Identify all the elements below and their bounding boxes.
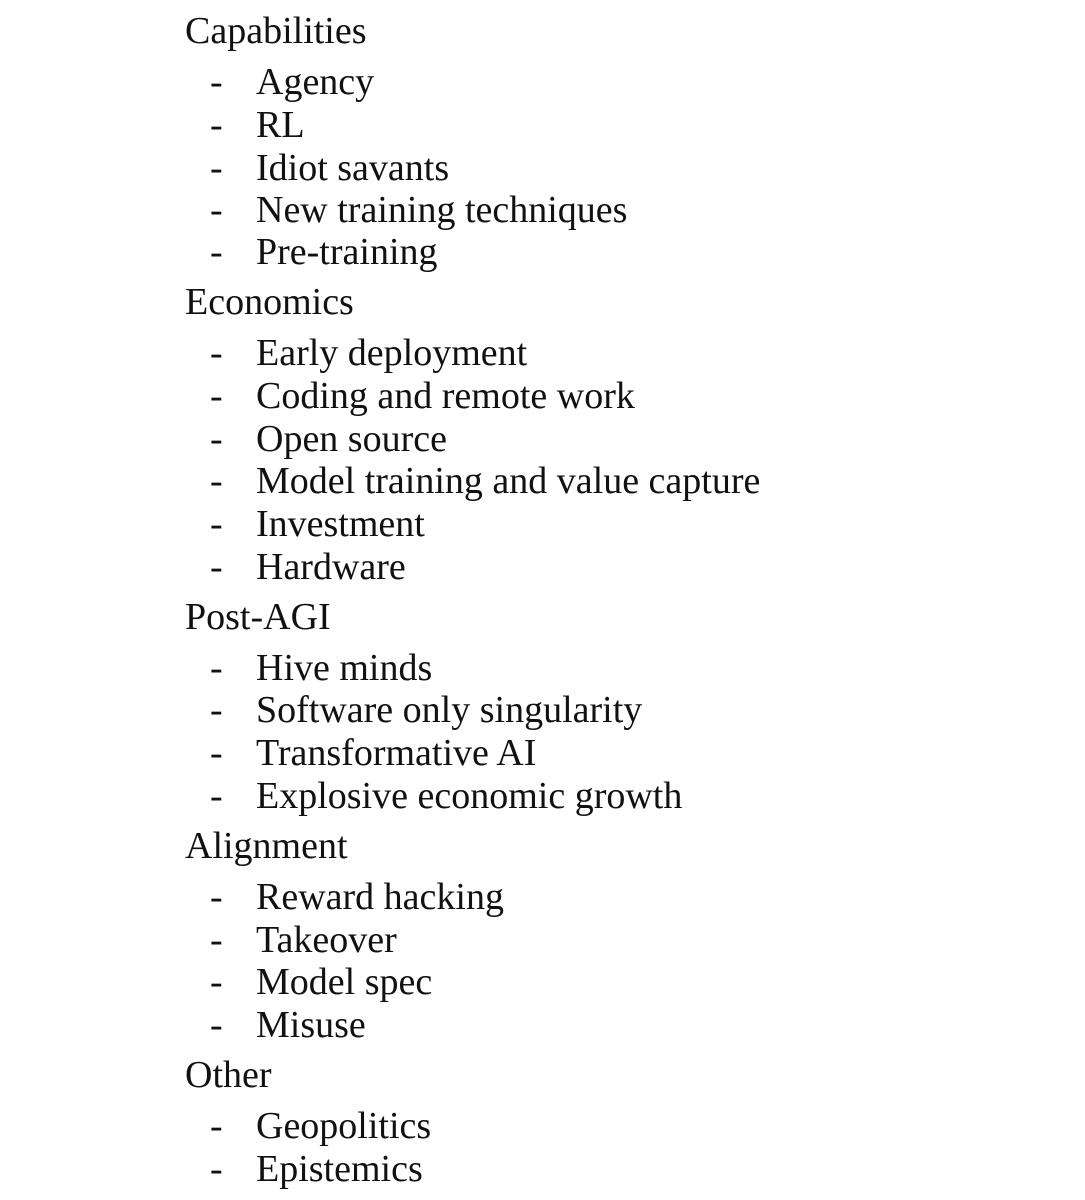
dash-bullet: - [210, 1148, 223, 1190]
list-item-label: Agency [256, 61, 375, 103]
dash-bullet: - [210, 503, 223, 545]
list-item-label: Open source [256, 418, 447, 460]
dash-bullet: - [210, 546, 223, 588]
list-item-label: Software only singularity [256, 689, 643, 731]
list-item-label: Epistemics [256, 1148, 423, 1190]
dash-bullet: - [210, 61, 223, 103]
list-item-label: Coding and remote work [256, 375, 635, 417]
list-item-label: Early deployment [256, 332, 528, 374]
dash-bullet: - [210, 961, 223, 1003]
dash-bullet: - [210, 418, 223, 460]
dash-bullet: - [210, 647, 223, 689]
dash-bullet: - [210, 775, 223, 817]
section-heading-other: Other [185, 1054, 272, 1096]
list-item-label: Reward hacking [256, 876, 504, 918]
section-heading-economics: Economics [185, 281, 354, 323]
list-item-label: Model spec [256, 961, 433, 1003]
dash-bullet: - [210, 147, 223, 189]
list-item-label: Hive minds [256, 647, 433, 689]
list-item-label: Transformative AI [256, 732, 537, 774]
dash-bullet: - [210, 332, 223, 374]
dash-bullet: - [210, 231, 223, 273]
list-item-label: Hardware [256, 546, 406, 588]
dash-bullet: - [210, 1004, 223, 1046]
section-heading-post-agi: Post-AGI [185, 596, 331, 638]
list-item-label: New training techniques [256, 189, 628, 231]
list-item-label: Idiot savants [256, 147, 450, 189]
dash-bullet: - [210, 189, 223, 231]
list-item-label: RL [256, 104, 305, 146]
section-heading-capabilities: Capabilities [185, 10, 367, 52]
dash-bullet: - [210, 460, 223, 502]
list-item-label: Model training and value capture [256, 460, 761, 502]
section-heading-alignment: Alignment [185, 825, 348, 867]
list-item-label: Takeover [256, 919, 397, 961]
list-item-label: Investment [256, 503, 425, 545]
dash-bullet: - [210, 689, 223, 731]
list-item-label: Explosive economic growth [256, 775, 683, 817]
dash-bullet: - [210, 919, 223, 961]
dash-bullet: - [210, 732, 223, 774]
dash-bullet: - [210, 1105, 223, 1147]
list-item-label: Misuse [256, 1004, 366, 1046]
dash-bullet: - [210, 104, 223, 146]
list-item-label: Pre-training [256, 231, 438, 273]
dash-bullet: - [210, 876, 223, 918]
dash-bullet: - [210, 375, 223, 417]
list-item-label: Geopolitics [256, 1105, 432, 1147]
